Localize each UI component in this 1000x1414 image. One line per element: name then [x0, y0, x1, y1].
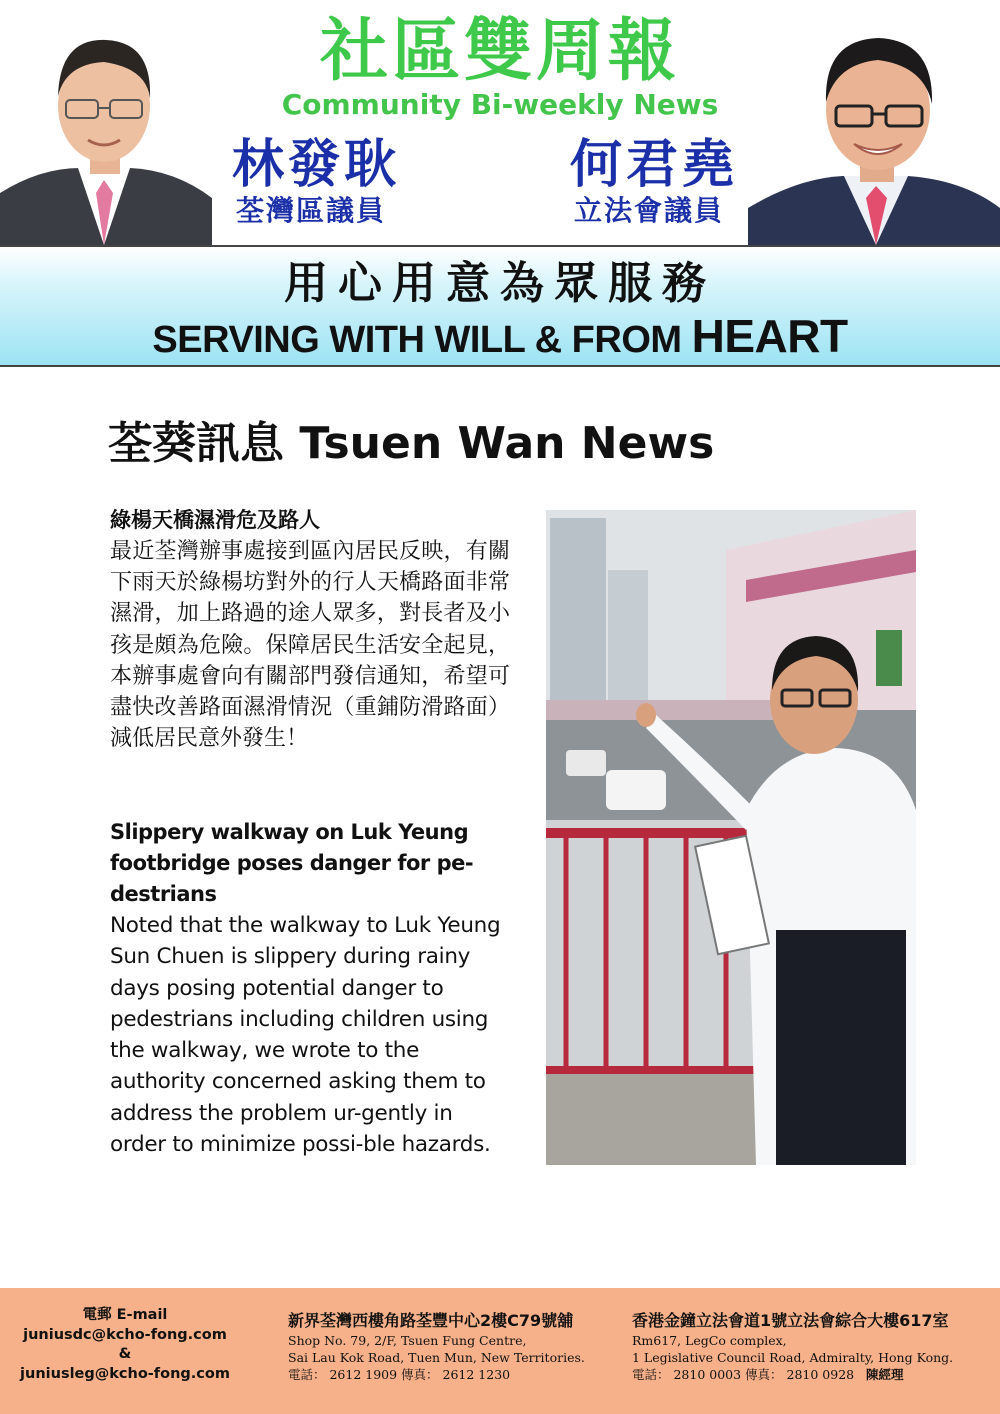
legislator-name-right: 何君堯 — [570, 134, 739, 195]
councillor-role-left: 荃灣區議員 — [236, 194, 387, 227]
email-joiner: & — [118, 1346, 132, 1362]
email-label: 電郵 E-mail — [82, 1307, 168, 1323]
footbridge-photo — [546, 510, 916, 1165]
slogan-en — [0, 310, 1000, 363]
email-link-2[interactable]: juniusleg@kcho-fong.com — [20, 1365, 230, 1382]
portrait-right — [748, 18, 1000, 245]
portrait-left — [0, 18, 212, 245]
office2-address-line-2: 1 Legislative Council Road, Admiralty, Hong Kong. — [632, 1350, 954, 1365]
office2-phone-row — [632, 1366, 972, 1383]
office2-heading: 香港金鐘立法會道1號立法會綜合大樓617室 — [632, 1311, 949, 1330]
footer-email-block — [20, 1306, 230, 1384]
office2-contact: 陳經理 — [866, 1367, 904, 1382]
office2-phone-line: 電話： 2810 0003 傳真： 2810 0928 — [632, 1367, 855, 1382]
newsletter-title-en: Community Bi-weekly News — [281, 88, 719, 121]
footer-office-tsuen-wan — [288, 1310, 608, 1383]
article-body-en: Noted that the walkway to Luk Yeung Sun Chuen is slippery during rainy days posing potential danger to pedestrians including children using the walkway, we wrote to the authority concerned asking them to address the problem ur-gently in order to minimize possi-ble hazards. — [110, 913, 501, 1158]
councillor-name-left: 林發耿 — [232, 134, 401, 195]
footer-office-legco — [632, 1310, 972, 1383]
office1-phone-line: 電話： 2612 1909 傳真： 2612 1230 — [288, 1367, 511, 1382]
slogan-en-prefix: SERVING WITH WILL & FROM — [152, 319, 692, 361]
office2-address-line-1: Rm617, LegCo complex, — [632, 1333, 787, 1348]
section-title: 荃葵訊息 Tsuen Wan News — [108, 418, 715, 469]
article-headline-en: Slippery walkway on Luk Yeung footbridge poses danger for pe-destrians — [110, 820, 474, 906]
newsletter-title-zh: 社區雙周報 — [319, 12, 680, 91]
office1-heading: 新界荃灣西樓角路荃豐中心2樓C79號舖 — [288, 1311, 574, 1330]
article-body-zh: 最近荃灣辦事處接到區內居民反映，有關下雨天於綠楊坊對外的行人天橋路面非常濕滑，加上路過的途人眾多，對長者及小孩是頗為危險。保障居民生活安全起見，本辦事處會向有關部門發信通知，希望可盡快改善路面濕滑情況（重鋪防滑路面）減低居民意外發生！ — [110, 539, 510, 752]
office1-address-line-2: Sai Lau Kok Road, Tuen Mun, New Territories. — [288, 1350, 585, 1365]
office1-address-line-1: Shop No. 79, 2/F, Tsuen Fung Centre, — [288, 1333, 527, 1348]
slogan-en-emphasis: HEART — [691, 310, 848, 362]
slogan-zh: 用心用意為眾服務 — [284, 258, 716, 309]
legislator-role-right: 立法會議員 — [574, 194, 725, 227]
article-headline-zh: 綠楊天橋濕滑危及路人 — [110, 508, 320, 532]
email-link-1[interactable]: juniusdc@kcho-fong.com — [23, 1326, 227, 1343]
